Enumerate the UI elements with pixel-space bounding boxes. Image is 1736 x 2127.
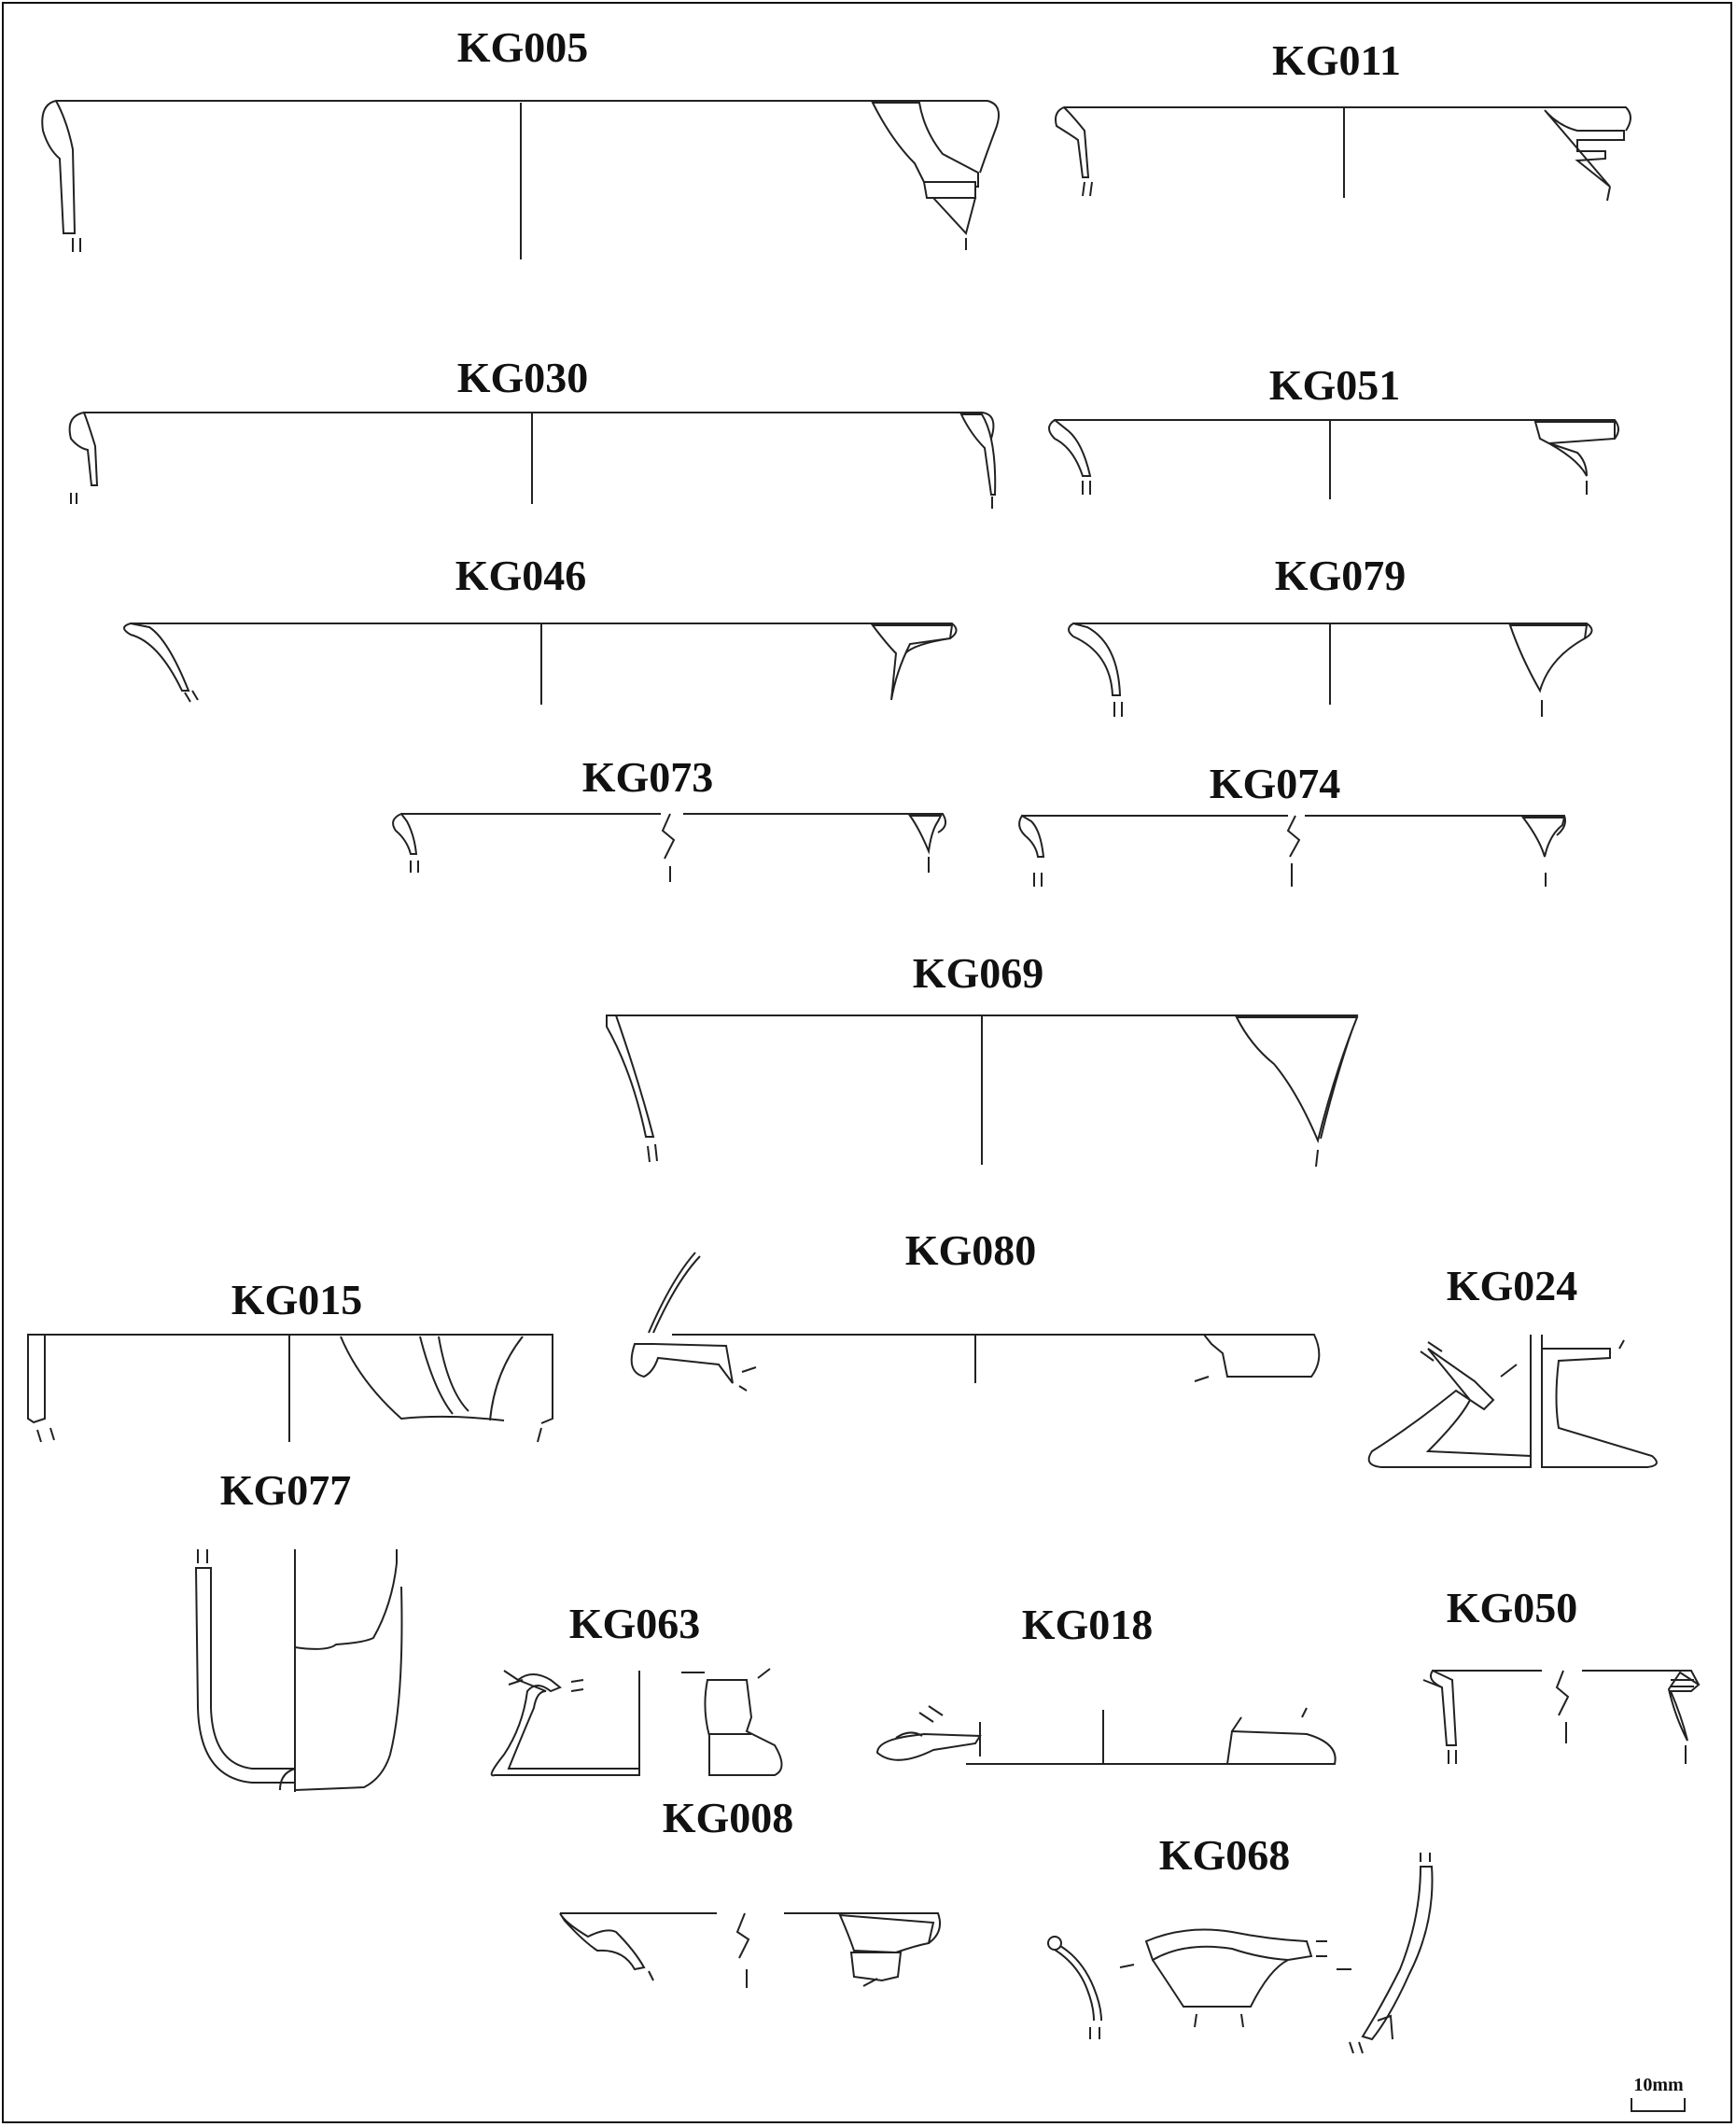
vessel-kg077	[196, 1466, 402, 1792]
label-kg030: KG030	[456, 354, 589, 401]
vessel-kg005	[42, 23, 999, 259]
vessel-kg024	[1369, 1262, 1657, 1467]
vessel-kg018	[877, 1601, 1336, 1764]
vessel-kg046	[124, 552, 957, 705]
vessel-kg068	[1048, 1831, 1433, 2053]
label-kg080: KG080	[904, 1226, 1037, 1274]
label-kg046: KG046	[455, 552, 587, 599]
label-kg024: KG024	[1446, 1262, 1578, 1309]
vessel-kg030	[70, 354, 996, 509]
label-kg018: KG018	[1021, 1601, 1154, 1648]
label-kg069: KG069	[912, 949, 1044, 997]
scale-bar	[1631, 2075, 1685, 2111]
label-kg073: KG073	[581, 753, 714, 801]
vessel-kg011	[1056, 36, 1631, 201]
label-kg063: KG063	[568, 1600, 701, 1647]
vessel-kg074	[1019, 760, 1565, 887]
vessel-kg051	[1049, 361, 1618, 499]
vessel-kg069	[607, 949, 1357, 1167]
vessel-kg015	[28, 1276, 553, 1442]
vessel-kg080	[632, 1226, 1320, 1391]
label-kg068: KG068	[1158, 1831, 1291, 1879]
scale-bar-label: 10mm	[1633, 2075, 1684, 2095]
label-kg074: KG074	[1209, 760, 1341, 807]
label-kg011: KG011	[1271, 36, 1402, 84]
vessel-kg008	[560, 1794, 940, 1988]
vessel-kg079	[1069, 552, 1592, 717]
label-kg077: KG077	[219, 1466, 352, 1514]
label-kg051: KG051	[1268, 361, 1401, 409]
vessel-kg063	[492, 1600, 782, 1775]
label-kg015: KG015	[231, 1276, 363, 1323]
label-kg050: KG050	[1446, 1584, 1578, 1631]
label-kg079: KG079	[1274, 552, 1407, 599]
vessel-kg050	[1423, 1584, 1699, 1764]
vessel-kg073	[393, 753, 945, 882]
label-kg005: KG005	[456, 23, 589, 71]
label-kg008: KG008	[662, 1794, 794, 1841]
